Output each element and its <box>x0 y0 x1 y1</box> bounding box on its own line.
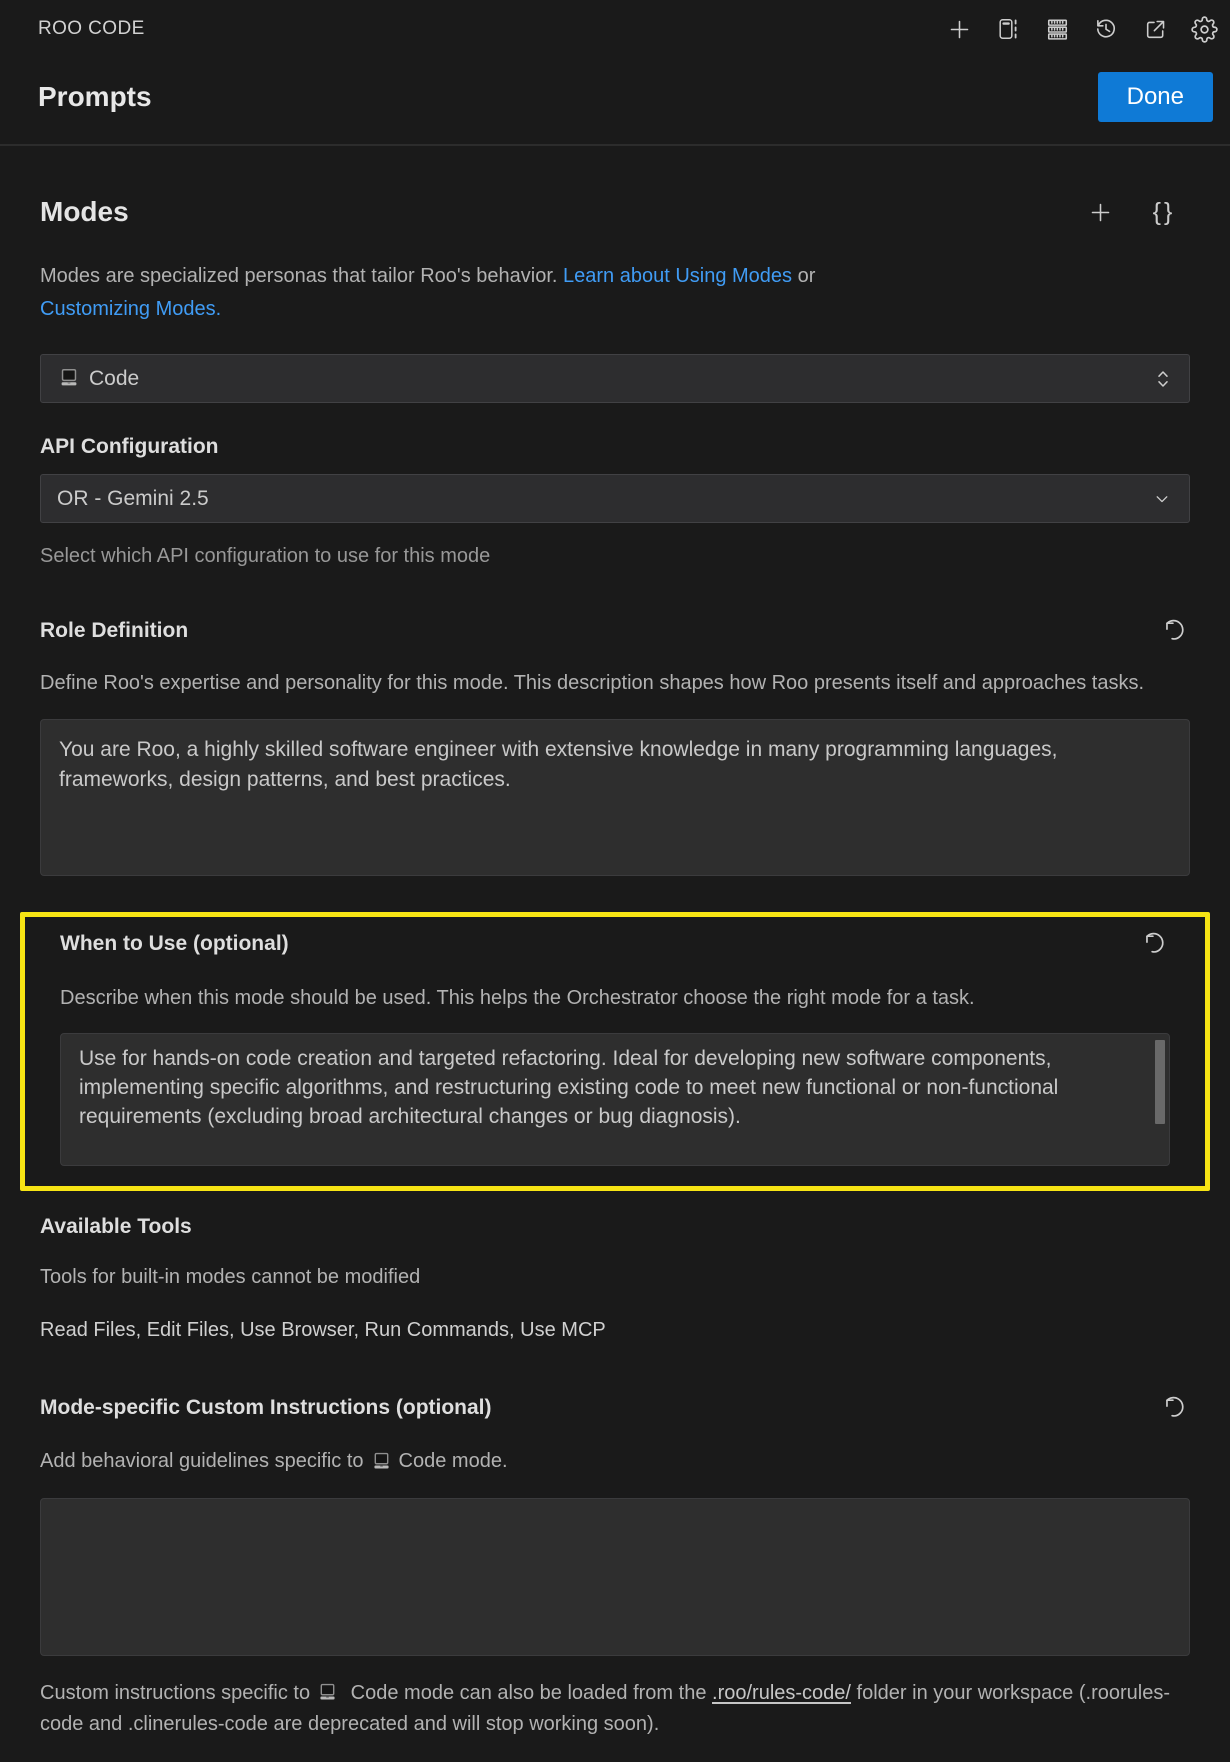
open-external-icon <box>1143 17 1168 42</box>
available-tools-list: Read Files, Edit Files, Use Browser, Run Commands, Use MCP <box>40 1319 606 1341</box>
history-button[interactable] <box>1092 15 1120 43</box>
undo-icon <box>1161 1394 1188 1421</box>
plus-icon <box>1088 200 1113 225</box>
open-external-button[interactable] <box>1141 15 1169 43</box>
custom-instructions-description-before: Add behavioral guidelines specific to <box>40 1450 364 1472</box>
api-configuration-select[interactable] <box>40 474 1190 523</box>
mode-select-value: Code <box>89 366 140 390</box>
when-to-use-header <box>40 930 1190 957</box>
plus-icon <box>947 17 972 42</box>
custom-instructions-title: Mode-specific Custom Instructions (optional) <box>40 1395 492 1419</box>
new-task-button[interactable] <box>945 15 973 43</box>
customizing-modes-link[interactable]: Customizing Modes. <box>40 298 222 320</box>
custom-instructions-footnote <box>20 1678 1210 1740</box>
api-configuration-helper: Select which API configuration to use for this mode <box>40 545 491 567</box>
page-header <box>0 72 1230 122</box>
modes-description-text: Modes are specialized personas that tailor Roo's behavior. <box>40 265 563 287</box>
custom-instructions-description-after: Code mode. <box>398 1450 508 1472</box>
laptop-icon <box>370 1452 393 1472</box>
when-to-use-description: Describe when this mode should be used. This helps the Orchestrator choose the right mode for a task. <box>60 987 975 1009</box>
learn-about-using-modes-link[interactable]: Learn about Using Modes <box>563 265 793 287</box>
settings-gear-icon <box>1191 16 1218 43</box>
modes-description-or: or <box>792 265 816 287</box>
prompts-settings-view <box>0 196 1230 1740</box>
footnote-after: folder in your workspace (.roorules-code and .clinerules-code are deprecated and will stop working soon). <box>40 1682 1170 1735</box>
app-title: ROO CODE <box>38 18 145 39</box>
api-configuration-value: OR - Gemini 2.5 <box>57 486 209 510</box>
modes-title: Modes <box>40 196 129 227</box>
modes-section-header <box>20 196 1210 228</box>
reset-role-definition-button[interactable] <box>1159 617 1190 644</box>
undo-icon <box>1161 617 1188 644</box>
header-divider <box>0 144 1230 146</box>
add-mode-button[interactable] <box>1086 198 1114 226</box>
history-icon <box>1093 16 1119 42</box>
footnote-before: Custom instructions specific to <box>40 1682 311 1704</box>
available-tools-note: Tools for built-in modes cannot be modified <box>40 1266 421 1288</box>
laptop-icon <box>316 1683 339 1703</box>
laptop-icon <box>57 368 81 389</box>
custom-instructions-description <box>20 1445 1210 1478</box>
custom-instructions-header <box>20 1394 1210 1421</box>
available-tools-title: Available Tools <box>40 1215 192 1238</box>
mcp-servers-button[interactable] <box>1043 15 1071 43</box>
titlebar-icons <box>945 15 1218 43</box>
braces-icon: {} <box>1152 197 1176 226</box>
unfold-chevrons-icon <box>1153 367 1173 391</box>
reset-custom-instructions-button[interactable] <box>1159 1394 1190 1421</box>
when-to-use-textarea-wrap <box>40 1033 1190 1166</box>
rules-code-folder-link[interactable]: .roo/rules-code/ <box>712 1682 851 1704</box>
prompts-notebook-icon <box>996 17 1020 41</box>
role-definition-header <box>20 617 1210 644</box>
footnote-middle: Code mode can also be loaded from the <box>345 1682 713 1704</box>
role-definition-description: Define Roo's expertise and personality for this mode. This description shapes how Roo presents itself and approaches tasks. <box>40 672 1145 694</box>
reset-when-to-use-button[interactable] <box>1139 930 1170 957</box>
done-button[interactable]: Done <box>1098 72 1213 122</box>
edit-modes-json-button[interactable] <box>1150 198 1178 226</box>
role-definition-title: Role Definition <box>40 618 189 642</box>
chevron-down-icon <box>1151 488 1173 510</box>
prompts-button[interactable] <box>994 15 1022 43</box>
modes-description <box>20 260 1210 326</box>
custom-instructions-textarea[interactable] <box>40 1498 1190 1656</box>
page-title: Prompts <box>38 81 152 112</box>
textarea-scrollbar-thumb[interactable] <box>1155 1040 1165 1124</box>
mode-select[interactable] <box>40 354 1190 403</box>
when-to-use-title: When to Use (optional) <box>60 931 289 955</box>
when-to-use-textarea[interactable] <box>60 1033 1170 1166</box>
settings-button[interactable] <box>1190 15 1218 43</box>
api-configuration-title: API Configuration <box>40 435 219 458</box>
titlebar <box>0 0 1230 44</box>
undo-icon <box>1141 930 1168 957</box>
mcp-server-icon <box>1045 17 1070 42</box>
role-definition-textarea[interactable] <box>40 719 1190 876</box>
when-to-use-highlight-box <box>20 912 1210 1191</box>
